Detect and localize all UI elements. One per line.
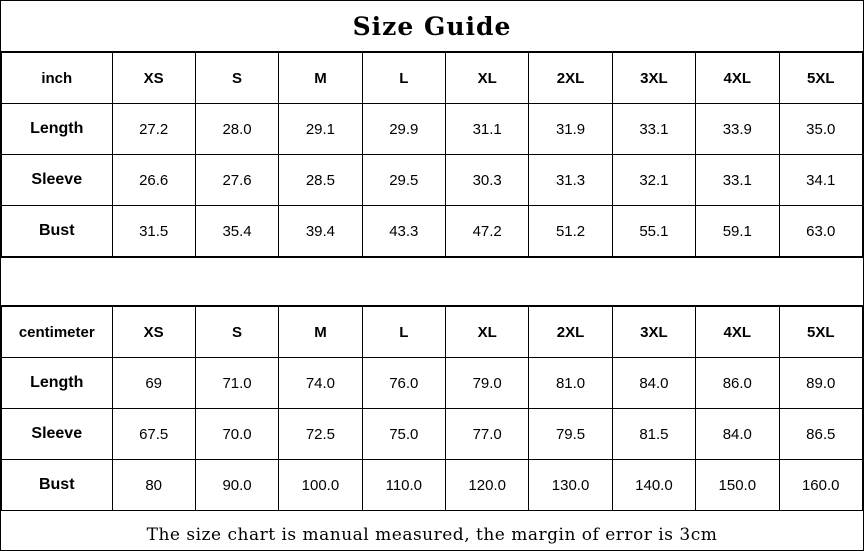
centimeter-table-wrapper xyxy=(1,306,863,511)
table-cell: 100.0 xyxy=(279,460,362,511)
table-cell: 31.5 xyxy=(112,206,195,257)
table-cell: 89.0 xyxy=(779,358,863,409)
table-cell: 27.2 xyxy=(112,104,195,155)
column-header: XL xyxy=(446,53,529,104)
table-cell: 29.1 xyxy=(279,104,362,155)
table-cell: 150.0 xyxy=(696,460,779,511)
row-label: Sleeve xyxy=(2,409,113,460)
table-header-row xyxy=(2,307,863,358)
table-cell: 86.0 xyxy=(696,358,779,409)
table-cell: 59.1 xyxy=(696,206,779,257)
table-row xyxy=(2,358,863,409)
table-cell: 74.0 xyxy=(279,358,362,409)
centimeter-size-table xyxy=(1,306,863,511)
column-header: S xyxy=(195,53,278,104)
column-header: 5XL xyxy=(779,307,863,358)
table-cell: 130.0 xyxy=(529,460,612,511)
table-cell: 81.5 xyxy=(612,409,695,460)
table-cell: 51.2 xyxy=(529,206,612,257)
table-cell: 63.0 xyxy=(779,206,863,257)
inch-table-wrapper xyxy=(1,52,863,257)
unit-label: centimeter xyxy=(2,307,113,358)
table-cell: 33.9 xyxy=(696,104,779,155)
table-cell: 31.1 xyxy=(446,104,529,155)
table-cell: 70.0 xyxy=(195,409,278,460)
unit-label: inch xyxy=(2,53,113,104)
table-cell: 35.4 xyxy=(195,206,278,257)
table-cell: 31.3 xyxy=(529,155,612,206)
column-header: 2XL xyxy=(529,53,612,104)
column-header: XL xyxy=(446,307,529,358)
table-cell: 35.0 xyxy=(779,104,863,155)
table-cell: 80 xyxy=(112,460,195,511)
table-cell: 120.0 xyxy=(446,460,529,511)
table-cell: 32.1 xyxy=(612,155,695,206)
table-cell: 33.1 xyxy=(696,155,779,206)
table-cell: 47.2 xyxy=(446,206,529,257)
table-cell: 110.0 xyxy=(362,460,445,511)
column-header: 5XL xyxy=(779,53,863,104)
table-cell: 77.0 xyxy=(446,409,529,460)
row-label: Length xyxy=(2,104,113,155)
table-cell: 43.3 xyxy=(362,206,445,257)
table-cell: 160.0 xyxy=(779,460,863,511)
table-cell: 33.1 xyxy=(612,104,695,155)
table-cell: 55.1 xyxy=(612,206,695,257)
table-cell: 84.0 xyxy=(612,358,695,409)
table-row xyxy=(2,206,863,257)
table-cell: 27.6 xyxy=(195,155,278,206)
table-cell: 76.0 xyxy=(362,358,445,409)
table-cell: 26.6 xyxy=(112,155,195,206)
column-header: 3XL xyxy=(612,307,695,358)
table-cell: 29.9 xyxy=(362,104,445,155)
table-cell: 75.0 xyxy=(362,409,445,460)
column-header: XS xyxy=(112,307,195,358)
column-header: 3XL xyxy=(612,53,695,104)
table-cell: 30.3 xyxy=(446,155,529,206)
page-title: Size Guide xyxy=(1,1,863,52)
row-label: Length xyxy=(2,358,113,409)
inch-size-table xyxy=(1,52,863,257)
table-cell: 34.1 xyxy=(779,155,863,206)
table-row xyxy=(2,460,863,511)
row-label: Bust xyxy=(2,206,113,257)
table-header-row xyxy=(2,53,863,104)
column-header: L xyxy=(362,307,445,358)
table-cell: 31.9 xyxy=(529,104,612,155)
column-header: M xyxy=(279,53,362,104)
column-header: 2XL xyxy=(529,307,612,358)
table-cell: 72.5 xyxy=(279,409,362,460)
table-cell: 81.0 xyxy=(529,358,612,409)
table-cell: 140.0 xyxy=(612,460,695,511)
table-cell: 71.0 xyxy=(195,358,278,409)
table-row xyxy=(2,155,863,206)
table-cell: 79.0 xyxy=(446,358,529,409)
table-cell: 69 xyxy=(112,358,195,409)
measurement-note: The size chart is manual measured, the margin of error is 3cm xyxy=(146,525,718,545)
column-header: 4XL xyxy=(696,307,779,358)
column-header: M xyxy=(279,307,362,358)
row-label: Bust xyxy=(2,460,113,511)
table-cell: 28.5 xyxy=(279,155,362,206)
table-cell: 90.0 xyxy=(195,460,278,511)
column-header: L xyxy=(362,53,445,104)
column-header: XS xyxy=(112,53,195,104)
column-header: S xyxy=(195,307,278,358)
table-cell: 39.4 xyxy=(279,206,362,257)
table-row xyxy=(2,409,863,460)
table-cell: 86.5 xyxy=(779,409,863,460)
table-cell: 67.5 xyxy=(112,409,195,460)
table-cell: 84.0 xyxy=(696,409,779,460)
table-divider xyxy=(1,257,863,306)
table-cell: 79.5 xyxy=(529,409,612,460)
table-row xyxy=(2,104,863,155)
column-header: 4XL xyxy=(696,53,779,104)
table-cell: 29.5 xyxy=(362,155,445,206)
row-label: Sleeve xyxy=(2,155,113,206)
table-cell: 28.0 xyxy=(195,104,278,155)
